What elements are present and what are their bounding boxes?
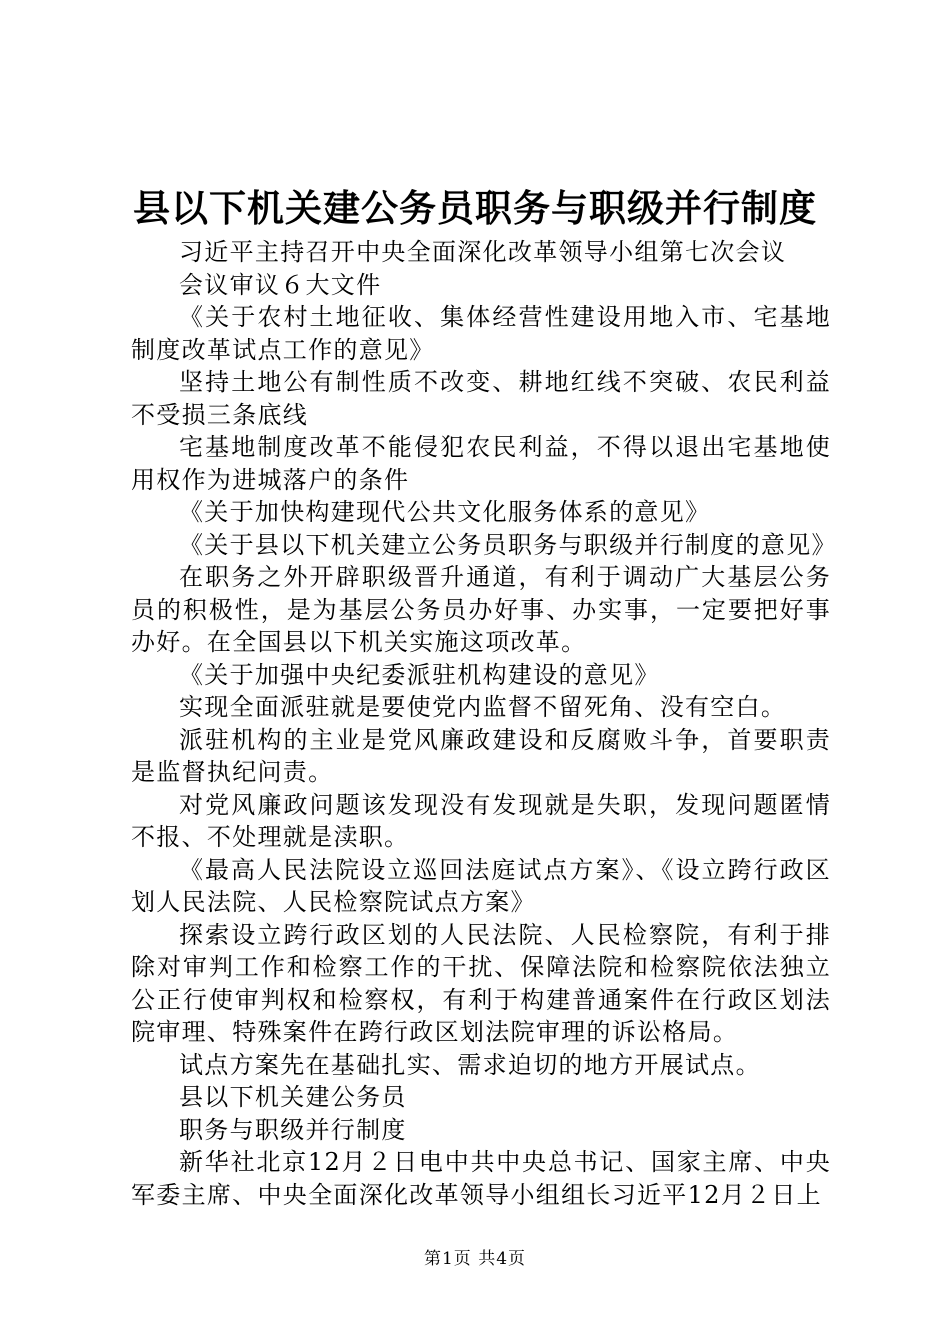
paragraph: 新华社北京12月２日电中共中央总书记、国家主席、中央军委主席、中央全面深化改革领导小组组长习近平12月２日上 xyxy=(131,1148,831,1209)
paragraph: 《关于县以下机关建立公务员职务与职级并行制度的意见》 xyxy=(179,530,837,559)
paragraph: 《关于农村土地征收、集体经营性建设用地入市、宅基地制度改革试点工作的意见》 xyxy=(131,303,831,364)
paragraph: 宅基地制度改革不能侵犯农民利益，不得以退出宅基地使用权作为进城落户的条件 xyxy=(131,433,831,494)
paragraph: 会议审议６大文件 xyxy=(179,270,382,299)
paragraph: 对党风廉政问题该发现没有发现就是失职，发现问题匿情不报、不处理就是渎职。 xyxy=(131,790,831,851)
page-number-footer: 第1页 共4页 xyxy=(423,1249,527,1269)
paragraph: 坚持土地公有制性质不改变、耕地红线不突破、农民利益不受损三条底线 xyxy=(131,368,831,429)
document-title: 县以下机关建公务员职务与职级并行制度 xyxy=(133,186,817,230)
paragraph: 探索设立跨行政区划的人民法院、人民检察院，有利于排除对审判工作和检察工作的干扰、保障法院和检察院依法独立公正行使审判权和检察权，有利于构建普通案件在行政区划法院审理、特殊案件在跨行政区划法院审理的诉讼格局。 xyxy=(131,920,831,1046)
paragraph: 试点方案先在基础扎实、需求迫切的地方开展试点。 xyxy=(179,1050,761,1079)
paragraph: 在职务之外开辟职级晋升通道，有利于调动广大基层公务员的积极性，是为基层公务员办好事、办实事，一定要把好事办好。在全国县以下机关实施这项改革。 xyxy=(131,563,831,656)
paragraph: 习近平主持召开中央全面深化改革领导小组第七次会议 xyxy=(179,238,787,266)
paragraph: 县以下机关建公务员 xyxy=(179,1083,407,1111)
paragraph: 实现全面派驻就是要使党内监督不留死角、没有空白。 xyxy=(179,693,787,721)
document-body xyxy=(131,236,837,1211)
paragraph: 派驻机构的主业是党风廉政建设和反腐败斗争，首要职责是监督执纪问责。 xyxy=(131,725,831,786)
paragraph: 《关于加快构建现代公共文化服务体系的意见》 xyxy=(179,498,711,526)
paragraph: 职务与职级并行制度 xyxy=(179,1115,407,1144)
paragraph: 《关于加强中央纪委派驻机构建设的意见》 xyxy=(179,660,660,689)
paragraph: 《最高人民法院设立巡回法庭试点方案》、《设立跨行政区划人民法院、人民检察院试点方案》 xyxy=(131,855,831,916)
